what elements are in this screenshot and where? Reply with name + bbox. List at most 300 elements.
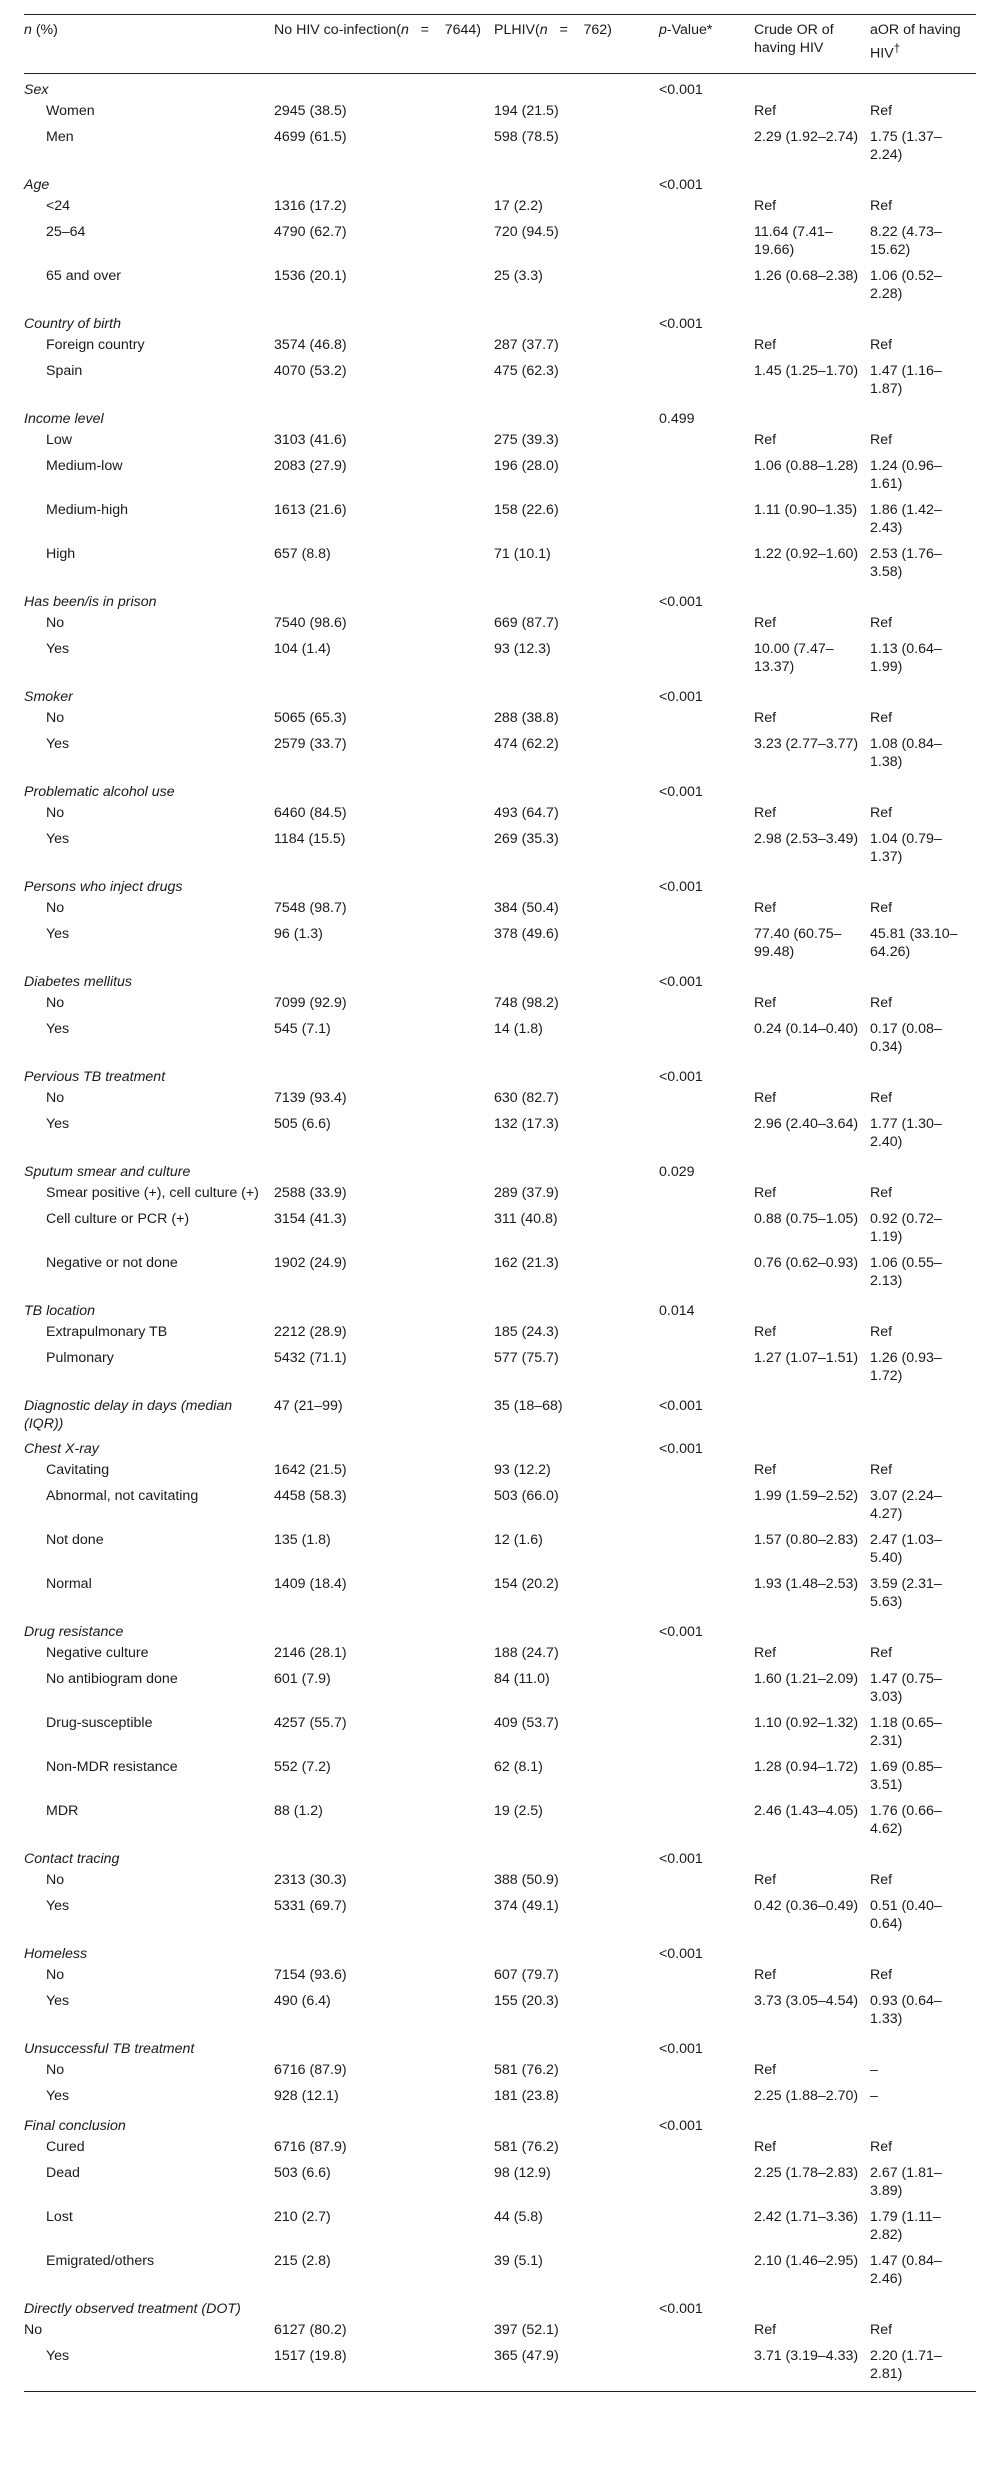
crude-or-value: Ref (754, 1089, 777, 1106)
section-row (24, 871, 976, 896)
crude-or-value (754, 681, 870, 706)
p-value (659, 611, 754, 637)
crude-or-value: Ref (754, 2138, 777, 2155)
table-row (24, 637, 976, 681)
aor-value: Ref (870, 1089, 893, 1106)
table-row (24, 1641, 976, 1667)
header-n-percent: n (%) (24, 15, 274, 74)
table-row (24, 359, 976, 403)
table-row (24, 1667, 976, 1711)
row-label: Yes (46, 1897, 70, 1914)
p-value (659, 801, 754, 827)
table-body (24, 73, 976, 2391)
no-hiv-value: 6460 (84.5) (274, 804, 347, 821)
row-label: Abnormal, not cavitating (46, 1487, 199, 1504)
hiv-tb-comparison-table (24, 14, 976, 2392)
row-label: Yes (46, 735, 70, 752)
table-row (24, 1346, 976, 1390)
aor-value (870, 2110, 976, 2135)
aor-value: 2.47 (1.03–5.40) (870, 1531, 942, 1566)
table-row (24, 1320, 976, 1346)
crude-or-value (754, 871, 870, 896)
plhiv-value (494, 1433, 659, 1458)
crude-or-value: 2.10 (1.46–2.95) (754, 2252, 859, 2269)
aor-value: 1.79 (1.11–2.82) (870, 2208, 941, 2243)
row-label: Yes (46, 1115, 70, 1132)
crude-or-value: Ref (754, 1644, 777, 1661)
table-row (24, 333, 976, 359)
section-row (24, 308, 976, 333)
plhiv-value: 25 (3.3) (494, 267, 543, 284)
no-hiv-value: 96 (1.3) (274, 925, 323, 942)
crude-or-value: 1.22 (0.92–1.60) (754, 545, 859, 562)
crude-or-value: 2.25 (1.88–2.70) (754, 2087, 859, 2104)
crude-or-value: Ref (754, 804, 777, 821)
aor-value: Ref (870, 2321, 893, 2338)
p-value (659, 1641, 754, 1667)
plhiv-value: 44 (5.8) (494, 2208, 543, 2225)
crude-or-value: Ref (754, 1966, 777, 1983)
p-value: <0.001 (659, 783, 703, 800)
plhiv-value: 378 (49.6) (494, 925, 559, 942)
plhiv-value (494, 1295, 659, 1320)
crude-or-value: 0.42 (0.36–0.49) (754, 1897, 859, 1914)
plhiv-value: 503 (66.0) (494, 1487, 559, 1504)
plhiv-value: 669 (87.7) (494, 614, 559, 631)
plhiv-value: 155 (20.3) (494, 1992, 559, 2009)
p-value (659, 2205, 754, 2249)
aor-value: 1.24 (0.96–1.61) (870, 457, 942, 492)
row-label: Dead (46, 2164, 80, 2181)
plhiv-value: 84 (11.0) (494, 1670, 550, 1687)
no-hiv-value: 6716 (87.9) (274, 2061, 347, 2078)
p-value (659, 99, 754, 125)
table-row (24, 2205, 976, 2249)
plhiv-value (494, 2110, 659, 2135)
p-value: <0.001 (659, 878, 703, 895)
plhiv-value: 374 (49.1) (494, 1897, 559, 1914)
aor-value (870, 1061, 976, 1086)
row-label: Extrapulmonary TB (46, 1323, 168, 1340)
aor-value: 1.86 (1.42–2.43) (870, 501, 942, 536)
plhiv-value: 158 (22.6) (494, 501, 559, 518)
header-no-hiv: No HIV co-infection(n = 7644) (274, 15, 494, 74)
no-hiv-value: 1409 (18.4) (274, 1575, 347, 1592)
section-row (24, 681, 976, 706)
row-label: No (46, 1966, 65, 1983)
plhiv-value (494, 308, 659, 333)
no-hiv-value: 88 (1.2) (274, 1802, 323, 1819)
aor-value: 0.17 (0.08–0.34) (870, 1020, 942, 1055)
section-row (24, 586, 976, 611)
no-hiv-value: 928 (12.1) (274, 2087, 339, 2104)
no-hiv-value: 2083 (27.9) (274, 457, 347, 474)
p-value (659, 1799, 754, 1843)
section-label: Drug resistance (24, 1623, 124, 1640)
aor-value: Ref (870, 1644, 893, 1661)
no-hiv-value: 135 (1.8) (274, 1531, 331, 1548)
aor-value: Ref (870, 336, 893, 353)
section-label: TB location (24, 1302, 95, 1319)
p-value (659, 1484, 754, 1528)
aor-value: – (870, 2061, 878, 2078)
p-value (659, 264, 754, 308)
row-label: No (46, 614, 65, 631)
section-row (24, 403, 976, 428)
no-hiv-value: 4458 (58.3) (274, 1487, 347, 1504)
table-row (24, 2344, 976, 2392)
no-hiv-value (274, 169, 494, 194)
p-value (659, 637, 754, 681)
p-value (659, 1667, 754, 1711)
aor-value: Ref (870, 804, 893, 821)
row-label: No (46, 899, 65, 916)
crude-or-value: Ref (754, 614, 777, 631)
aor-value (870, 1390, 976, 1433)
aor-value (870, 776, 976, 801)
crude-or-value (754, 169, 870, 194)
row-label: Emigrated/others (46, 2252, 155, 2269)
plhiv-value: 397 (52.1) (494, 2321, 559, 2338)
aor-value: 2.67 (1.81–3.89) (870, 2164, 942, 2199)
table-row (24, 1963, 976, 1989)
aor-value: 1.06 (0.55–2.13) (870, 1254, 942, 1289)
no-hiv-value: 6716 (87.9) (274, 2138, 347, 2155)
aor-value: 2.53 (1.76–3.58) (870, 545, 942, 580)
row-label: Low (46, 431, 73, 448)
aor-value: Ref (870, 1461, 893, 1478)
table-row (24, 1181, 976, 1207)
crude-or-value: 2.29 (1.92–2.74) (754, 128, 859, 145)
plhiv-value: 581 (76.2) (494, 2138, 559, 2155)
table-row (24, 991, 976, 1017)
row-label: Yes (46, 1992, 70, 2009)
no-hiv-value: 210 (2.7) (274, 2208, 331, 2225)
plhiv-value: 288 (38.8) (494, 709, 559, 726)
crude-or-value: 2.46 (1.43–4.05) (754, 1802, 859, 1819)
p-value: <0.001 (659, 2300, 703, 2317)
no-hiv-value: 7548 (98.7) (274, 899, 347, 916)
p-value (659, 1458, 754, 1484)
no-hiv-value: 2579 (33.7) (274, 735, 347, 752)
no-hiv-value: 5065 (65.3) (274, 709, 347, 726)
plhiv-value: 98 (12.9) (494, 2164, 551, 2181)
plhiv-value: 475 (62.3) (494, 362, 559, 379)
table-row (24, 1086, 976, 1112)
section-label: Income level (24, 410, 104, 427)
plhiv-value (494, 776, 659, 801)
plhiv-value: 188 (24.7) (494, 1644, 559, 1661)
no-hiv-value: 503 (6.6) (274, 2164, 331, 2181)
section-label: Sex (24, 81, 49, 98)
row-label: 65 and over (46, 267, 121, 284)
section-label: Persons who inject drugs (24, 878, 183, 895)
section-label: Chest X-ray (24, 1440, 99, 1457)
table-row (24, 1894, 976, 1938)
table-row (24, 706, 976, 732)
p-value (659, 2084, 754, 2110)
p-value: 0.014 (659, 1302, 695, 1319)
aor-value: 1.08 (0.84–1.38) (870, 735, 942, 770)
p-value (659, 827, 754, 871)
section-label: Contact tracing (24, 1850, 120, 1867)
crude-or-value: 1.10 (0.92–1.32) (754, 1714, 859, 1731)
p-value (659, 1894, 754, 1938)
no-hiv-value: 7540 (98.6) (274, 614, 347, 631)
table-row (24, 454, 976, 498)
section-label: Problematic alcohol use (24, 783, 175, 800)
no-hiv-value (274, 1616, 494, 1641)
crude-or-value: 3.73 (3.05–4.54) (754, 1992, 859, 2009)
table-row (24, 194, 976, 220)
aor-value: Ref (870, 899, 893, 916)
plhiv-value (494, 871, 659, 896)
aor-value: 1.04 (0.79–1.37) (870, 830, 942, 865)
no-hiv-value: 2146 (28.1) (274, 1644, 347, 1661)
aor-value (870, 681, 976, 706)
crude-or-value: Ref (754, 899, 777, 916)
aor-value: 0.51 (0.40–0.64) (870, 1897, 942, 1932)
section-row (24, 1843, 976, 1868)
no-hiv-value (274, 403, 494, 428)
p-value (659, 428, 754, 454)
no-hiv-value: 505 (6.6) (274, 1115, 331, 1132)
p-value (659, 454, 754, 498)
no-hiv-value (274, 2033, 494, 2058)
aor-value: Ref (870, 1184, 893, 1201)
p-value: <0.001 (659, 1397, 703, 1414)
aor-value (870, 966, 976, 991)
p-value: <0.001 (659, 1945, 703, 1962)
crude-or-value: 11.64 (7.41–19.66) (754, 223, 833, 258)
table-container (24, 14, 976, 2392)
table-row (24, 2058, 976, 2084)
p-value (659, 1346, 754, 1390)
row-label: High (46, 545, 76, 562)
row-label: No (46, 709, 65, 726)
crude-or-value (754, 2293, 870, 2318)
plhiv-value (494, 1616, 659, 1641)
aor-value: Ref (870, 1871, 893, 1888)
row-label: Yes (46, 2087, 70, 2104)
plhiv-value: 132 (17.3) (494, 1115, 559, 1132)
row-label: Cured (46, 2138, 85, 2155)
no-hiv-value: 7099 (92.9) (274, 994, 347, 1011)
no-hiv-value (274, 73, 494, 99)
section-row (24, 2110, 976, 2135)
aor-value: 1.26 (0.93–1.72) (870, 1349, 942, 1384)
plhiv-value (494, 966, 659, 991)
p-value (659, 2344, 754, 2392)
plhiv-value (494, 586, 659, 611)
crude-or-value: 77.40 (60.75–99.48) (754, 925, 842, 960)
section-label: Final conclusion (24, 2117, 126, 2134)
crude-or-value: 3.71 (3.19–4.33) (754, 2344, 870, 2392)
table-row (24, 1017, 976, 1061)
section-row (24, 1061, 976, 1086)
p-value (659, 1868, 754, 1894)
aor-value: 3.07 (2.24–4.27) (870, 1487, 942, 1522)
aor-value: 1.47 (1.16–1.87) (870, 362, 942, 397)
p-value: <0.001 (659, 1850, 703, 1867)
row-label: Cell culture or PCR (+) (46, 1210, 190, 1227)
p-value: <0.001 (659, 176, 703, 193)
plhiv-value (494, 1938, 659, 1963)
crude-or-value (754, 1156, 870, 1181)
table-row (24, 1711, 976, 1755)
aor-value (870, 2293, 976, 2318)
plhiv-value: 194 (21.5) (494, 102, 559, 119)
aor-value (870, 169, 976, 194)
row-label: Yes (46, 925, 70, 942)
no-hiv-value (274, 1843, 494, 1868)
p-value: <0.001 (659, 2040, 703, 2057)
row-label: Negative culture (46, 1644, 149, 1661)
aor-value (870, 1295, 976, 1320)
aor-value (870, 1616, 976, 1641)
no-hiv-value: 601 (7.9) (274, 1670, 331, 1687)
plhiv-value: 71 (10.1) (494, 545, 551, 562)
aor-value: 1.06 (0.52–2.28) (870, 267, 942, 302)
aor-value: 1.47 (0.84–2.46) (870, 2252, 942, 2287)
table-header (24, 15, 976, 74)
section-label: Country of birth (24, 315, 121, 332)
aor-value (870, 1156, 976, 1181)
p-value (659, 498, 754, 542)
section-label: Homeless (24, 1945, 88, 1962)
aor-value (870, 1433, 976, 1458)
table-row (24, 1112, 976, 1156)
aor-value: 2.20 (1.71–2.81) (870, 2344, 976, 2392)
no-hiv-value (274, 1061, 494, 1086)
row-label: Normal (46, 1575, 92, 1592)
table-row (24, 801, 976, 827)
plhiv-value: 269 (35.3) (494, 830, 559, 847)
aor-value: 1.75 (1.37–2.24) (870, 128, 942, 163)
aor-value: 3.59 (2.31–5.63) (870, 1575, 942, 1610)
table-row (24, 220, 976, 264)
section-label: Smoker (24, 688, 73, 705)
aor-value: 0.92 (0.72–1.19) (870, 1210, 942, 1245)
plhiv-value (494, 681, 659, 706)
plhiv-value: 19 (2.5) (494, 1802, 543, 1819)
no-hiv-value: 2212 (28.9) (274, 1323, 347, 1340)
plhiv-value (494, 1843, 659, 1868)
plhiv-value: 93 (12.3) (494, 640, 551, 657)
crude-or-value: 1.11 (0.90–1.35) (754, 501, 858, 518)
plhiv-value: 14 (1.8) (494, 1020, 543, 1037)
no-hiv-value: 1184 (15.5) (274, 830, 346, 847)
crude-or-value: 1.60 (1.21–2.09) (754, 1670, 859, 1687)
plhiv-value: 577 (75.7) (494, 1349, 559, 1366)
aor-value (870, 2033, 976, 2058)
crude-or-value: Ref (754, 1184, 777, 1201)
plhiv-value: 17 (2.2) (494, 197, 543, 214)
table-row (24, 498, 976, 542)
header-crude-or: Crude OR of having HIV (754, 15, 870, 74)
table-row (24, 611, 976, 637)
plhiv-value: 39 (5.1) (494, 2252, 543, 2269)
row-label: <24 (46, 197, 71, 214)
plhiv-value: 409 (53.7) (494, 1714, 559, 1731)
crude-or-value: Ref (754, 1461, 777, 1478)
table-row (24, 922, 976, 966)
crude-or-value: Ref (754, 1323, 777, 1340)
crude-or-value (754, 2110, 870, 2135)
plhiv-value: 185 (24.3) (494, 1323, 559, 1340)
crude-or-value (754, 1061, 870, 1086)
plhiv-value: 311 (40.8) (494, 1210, 558, 1227)
plhiv-value: 275 (39.3) (494, 431, 559, 448)
row-label: No (46, 1871, 65, 1888)
no-hiv-value (274, 308, 494, 333)
no-hiv-value (274, 2293, 494, 2318)
p-value (659, 1572, 754, 1616)
aor-value: 1.76 (0.66–4.62) (870, 1802, 942, 1837)
no-hiv-value: 657 (8.8) (274, 545, 331, 562)
section-row (24, 776, 976, 801)
crude-or-value: Ref (754, 197, 777, 214)
p-value (659, 1755, 754, 1799)
aor-value: 1.47 (0.75–3.03) (870, 1670, 942, 1705)
crude-or-value: Ref (754, 102, 777, 119)
header-row (24, 15, 976, 74)
crude-or-value: 1.93 (1.48–2.53) (754, 1575, 859, 1592)
crude-or-value: 0.88 (0.75–1.05) (754, 1210, 859, 1227)
no-hiv-value: 1613 (21.6) (274, 501, 347, 518)
p-value (659, 333, 754, 359)
crude-or-value: 1.27 (1.07–1.51) (754, 1349, 859, 1366)
p-value: <0.001 (659, 81, 703, 98)
section-row (24, 73, 976, 99)
crude-or-value: Ref (754, 2061, 777, 2078)
section-row (24, 1616, 976, 1641)
section-row (24, 1433, 976, 1458)
plhiv-value: 162 (21.3) (494, 1254, 559, 1271)
crude-or-value (754, 2033, 870, 2058)
p-value (659, 1181, 754, 1207)
no-hiv-value: 7139 (93.4) (274, 1089, 347, 1106)
row-label: Not done (46, 1531, 104, 1548)
row-label: Smear positive (+), cell culture (+) (46, 1184, 259, 1201)
no-hiv-value (274, 586, 494, 611)
p-value: <0.001 (659, 1440, 703, 1457)
no-hiv-value: 545 (7.1) (274, 1020, 331, 1037)
table-row (24, 1528, 976, 1572)
plhiv-value: 35 (18–68) (494, 1397, 563, 1414)
section-row (24, 2033, 976, 2058)
aor-value: Ref (870, 197, 893, 214)
p-value (659, 1086, 754, 1112)
plhiv-value: 289 (37.9) (494, 1184, 559, 1201)
aor-value: Ref (870, 709, 893, 726)
row-label: No (46, 1089, 65, 1106)
table-row (24, 827, 976, 871)
aor-value (870, 586, 976, 611)
plhiv-value (494, 1061, 659, 1086)
no-hiv-value: 1316 (17.2) (274, 197, 347, 214)
section-label: Age (24, 176, 50, 193)
row-label: No (46, 994, 65, 1011)
no-hiv-value (274, 1938, 494, 1963)
plhiv-value (494, 2293, 659, 2318)
no-hiv-value: 1536 (20.1) (274, 267, 347, 284)
p-value (659, 1989, 754, 2033)
section-label: Pervious TB treatment (24, 1068, 166, 1085)
row-label: 25–64 (46, 223, 86, 240)
row-label: Women (46, 102, 95, 119)
crude-or-value (754, 586, 870, 611)
